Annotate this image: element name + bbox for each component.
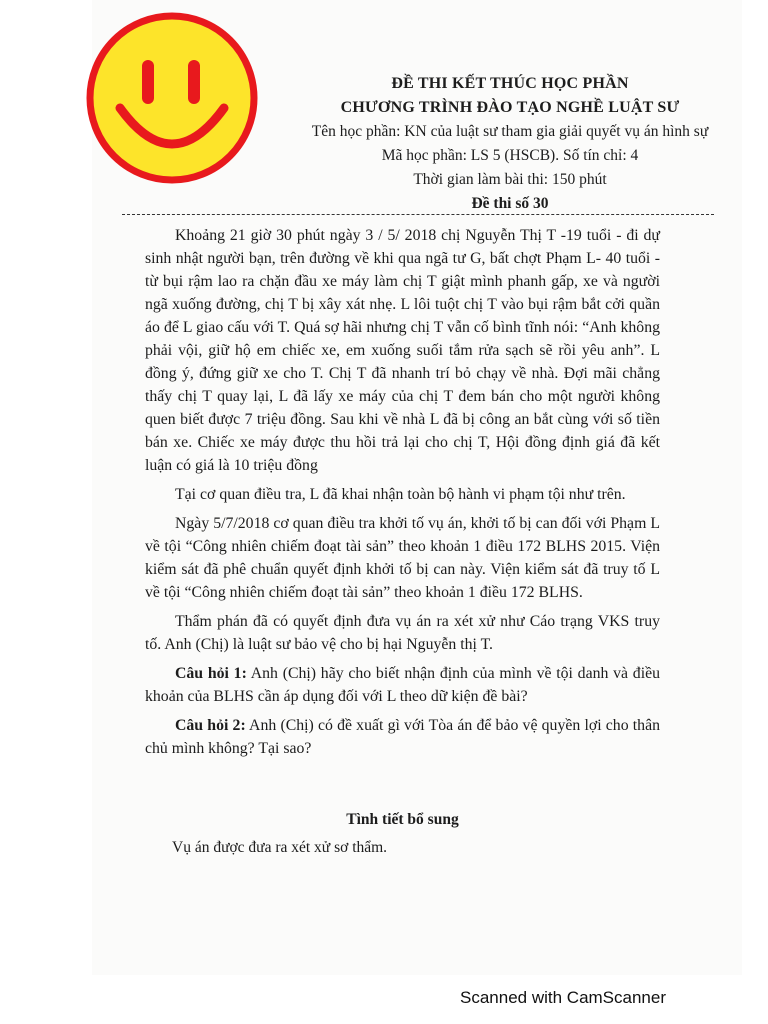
case-paragraph: Khoảng 21 giờ 30 phút ngày 3 / 5/ 2018 chị Nguyễn Thị T -19 tuổi - đi dự sinh nhật người bạn, trên đường về khi qua ngã tư G, bất chợt Phạm L- 40 tuổi - từ bụi rậm lao ra chặn đầu xe máy làm chị T giật mình phanh gấp, xe và người ngã xuống đường, chị T bị xây xát nhẹ. L lôi tuột chị T vào bụi rậm bắt cởi quần áo để L giao cấu với T. Quá sợ hãi nhưng chị T vẫn cố bình tĩnh nói: “Anh không phải vội, giữ hộ em chiếc xe, em xuống suối tắm rửa sạch sẽ rồi yêu anh”. L đồng ý, đứng giữ xe cho T. Chị T đã nhanh trí bỏ chạy về nhà. Đợi mãi chẳng thấy chị T quay lại, L đã lấy xe máy của chị T đem bán cho một người không quen biết được 7 triệu đồng. Sau khi về nhà L đã bị công an bắt cùng với số tiền bán xe. Chiếc xe máy được thu hồi trả lại cho chị T, Hội đồng định giá đã kết luận có giá là 10 triệu đồng xyxy=(145,227,660,474)
exam-number: Đề thi số 30 xyxy=(471,195,549,212)
question-1-text: Anh (Chị) hãy cho biết nhận định của mình về tội danh và điều khoản của BLHS cần áp dụng đối với L theo dữ kiện đề bài? xyxy=(145,665,660,705)
program-title: CHƯƠNG TRÌNH ĐÀO TẠO NGHỀ LUẬT SƯ xyxy=(340,99,680,116)
confession-paragraph: Tại cơ quan điều tra, L đã khai nhận toàn bộ hành vi phạm tội như trên. xyxy=(175,486,626,503)
subject-name: Tên học phần: KN của luật sư tham gia giải quyết vụ án hình sự xyxy=(311,123,709,140)
exam-title: ĐỀ THI KẾT THÚC HỌC PHẦN xyxy=(391,75,629,92)
trial-paragraph: Thẩm phán đã có quyết định đưa vụ án ra xét xử như Cáo trạng VKS truy tố. Anh (Chị) là luật sư bảo vệ cho bị hại Nguyễn thị T. xyxy=(145,613,660,653)
camscanner-watermark: Scanned with CamScanner xyxy=(460,988,667,1007)
exam-body xyxy=(145,224,660,766)
exam-duration: Thời gian làm bài thi: 150 phút xyxy=(413,171,607,188)
supplement-title: Tình tiết bổ sung xyxy=(346,811,459,828)
question-2-text: Anh (Chị) có đề xuất gì với Tòa án để bảo vệ quyền lợi cho thân chủ mình không? Tại sao? xyxy=(145,717,660,757)
question-2 xyxy=(145,714,660,760)
separator-line xyxy=(122,214,714,215)
smiley-face-icon xyxy=(82,8,262,188)
subject-code: Mã học phần: LS 5 (HSCB). Số tín chỉ: 4 xyxy=(381,147,639,164)
question-2-label: Câu hỏi 2: xyxy=(175,717,246,734)
question-1 xyxy=(145,662,660,708)
prosecution-paragraph: Ngày 5/7/2018 cơ quan điều tra khởi tố vụ án, khởi tố bị can đối với Phạm L về tội “Công nhiên chiếm đoạt tài sản” theo khoản 1 điều 172 BLHS 2015. Viện kiểm sát đã phê chuẩn quyết định khởi tố bị can này. Viện kiểm sát đã truy tố L về tội “Công nhiên chiếm đoạt tài sản” theo khoản 1 điều 172 BLHS. xyxy=(145,515,660,601)
question-1-label: Câu hỏi 1: xyxy=(175,665,247,682)
supplement-text: Vụ án được đưa ra xét xử sơ thẩm. xyxy=(172,839,388,856)
exam-header xyxy=(300,72,720,216)
